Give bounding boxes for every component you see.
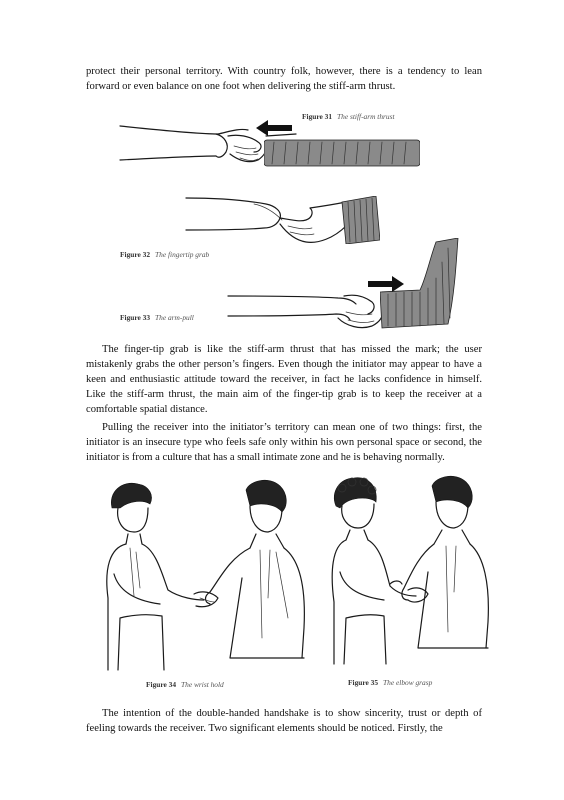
figure-31-caption bbox=[302, 112, 395, 121]
figure-31-title: The stiff-arm thrust bbox=[337, 112, 395, 121]
paragraph-pulling: Pulling the receiver into the initiator’s territory can mean one of two things: first, the initiator is an insecure type who feels safe only within his own personal space or second, the initiator is from a culture that has a small intimate zone and he is behaving normally. bbox=[86, 422, 482, 463]
paragraph-double-handed: The intention of the double-handed handshake is to show sincerity, trust or depth of feeling towards the receiver. Two significant elements should be noticed. Firstly, the bbox=[86, 708, 482, 734]
arrow-left-icon bbox=[256, 120, 292, 136]
paragraph-top: protect their personal territory. With country folk, however, there is a tendency to lean forward or even balance on one foot when delivering the stiff-arm thrust. bbox=[86, 66, 482, 92]
figure-34-number: Figure 34 bbox=[146, 680, 177, 689]
paragraph-finger-tip: The finger-tip grab is like the stiff-arm thrust that has missed the mark; the user mistakenly grabs the other person’s fingers. Even though the initiator may appear to have a keen and enthusiastic attitude toward the receiver, in fact he lacks confidence in himself. Like the stiff-arm thrust, the main aim of the finger-tip grab is to keep the receiver at a comfortable spatial distance. bbox=[86, 344, 482, 415]
figure-33-title: The arm-pull bbox=[155, 313, 194, 322]
figure-33-illustration bbox=[226, 286, 392, 332]
figure-33-caption bbox=[120, 313, 194, 322]
figure-34-illustration bbox=[100, 478, 312, 672]
figure-35-number: Figure 35 bbox=[348, 678, 379, 687]
figure-32-caption bbox=[120, 250, 209, 259]
figure-32-number: Figure 32 bbox=[120, 250, 151, 259]
figure-34-caption bbox=[146, 680, 224, 689]
figure-31-sleeve bbox=[264, 138, 420, 168]
figure-31-number: Figure 31 bbox=[302, 112, 333, 121]
arrow-right-icon bbox=[368, 276, 404, 292]
figure-35-illustration bbox=[328, 472, 492, 668]
figure-35-caption bbox=[348, 678, 432, 687]
figure-33-number: Figure 33 bbox=[120, 313, 151, 322]
figure-35-title: The elbow grasp bbox=[383, 678, 433, 687]
figure-32-sleeve bbox=[340, 196, 380, 244]
figure-32-title: The fingertip grab bbox=[155, 250, 210, 259]
figure-34-title: The wrist hold bbox=[181, 680, 224, 689]
